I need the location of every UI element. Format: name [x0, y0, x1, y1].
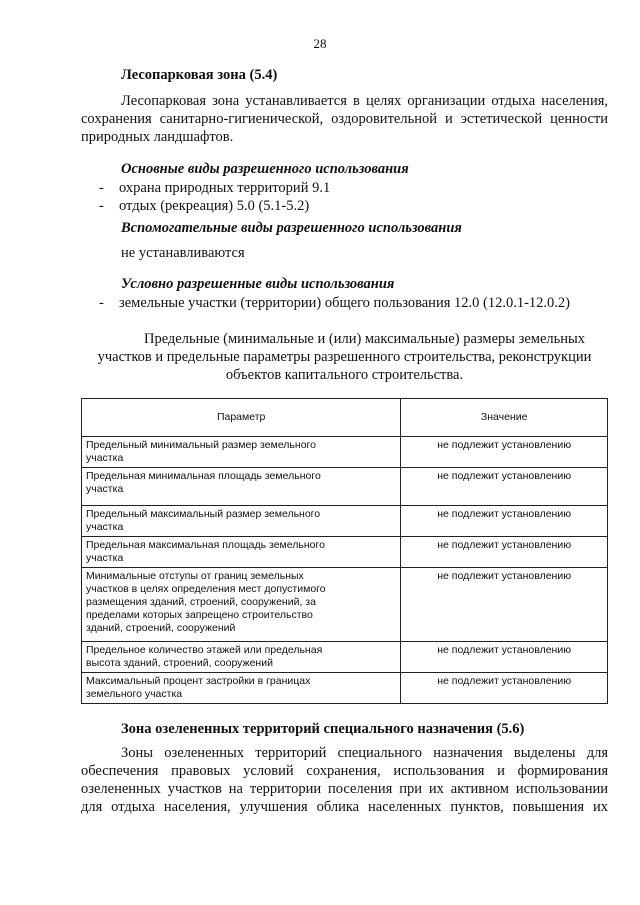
list-item — [99, 179, 579, 197]
header-value: Значение — [401, 399, 608, 437]
value-cell: не подлежит установлению — [401, 642, 608, 673]
description-line: природных ландшафтов. — [81, 129, 234, 145]
value-cell: не подлежит установлению — [401, 506, 608, 537]
table-row — [82, 506, 608, 537]
param-line: высота зданий, строений, сооружений — [86, 657, 273, 669]
param-line: участка — [86, 483, 124, 495]
table-row — [82, 568, 608, 642]
param-line: Максимальный процент застройки в границах — [86, 675, 311, 687]
param-line: размещения зданий, строений, сооружений, за — [86, 596, 316, 608]
description-line: озелененных участков на территории поселения при их активном использовании — [81, 781, 608, 797]
list-dash: - — [99, 180, 104, 196]
param-cell — [82, 437, 401, 468]
param-line: участка — [86, 521, 124, 533]
caption-line: объектов капитального строительства. — [225, 367, 464, 383]
table-caption — [81, 330, 608, 384]
page-number: 28 — [313, 36, 327, 51]
description-line: Лесопарковая зона устанавливается в целях организации отдыха населения, — [121, 93, 608, 109]
description-line: сохранения санитарно-гигиенической, оздоровительной и эстетической ценности — [81, 111, 608, 127]
section-title-forest-park: Лесопарковая зона (5.4) — [121, 67, 278, 83]
list-dash: - — [99, 295, 104, 311]
value-cell: не подлежит установлению — [401, 568, 608, 642]
list-item-text: охрана природных территорий 9.1 — [119, 180, 331, 196]
special-green-zone-description — [81, 744, 608, 816]
param-line: Предельная минимальная площадь земельного — [86, 470, 321, 482]
list-item-text: земельные участки (территории) общего пользования 12.0 (12.0.1-12.0.2) — [119, 295, 570, 311]
param-line: Минимальные отступы от границ земельных — [86, 570, 304, 582]
param-cell — [82, 537, 401, 568]
table-row — [82, 537, 608, 568]
param-line: Предельный минимальный размер земельного — [86, 439, 316, 451]
parameters-table — [81, 398, 608, 704]
param-line: Предельный максимальный размер земельного — [86, 508, 321, 520]
param-line: Предельное количество этажей или предельная — [86, 644, 323, 656]
param-line: участка — [86, 552, 124, 564]
param-line: Предельная максимальная площадь земельного — [86, 539, 325, 551]
param-cell — [82, 673, 401, 704]
conditional-uses-title: Условно разрешенные виды использования — [121, 276, 395, 292]
main-uses-title: Основные виды разрешенного использования — [121, 161, 409, 177]
section-title-special-green-zone: Зона озелененных территорий специального назначения (5.6) — [121, 721, 525, 737]
table-row — [82, 642, 608, 673]
param-cell — [82, 568, 401, 642]
table-row — [82, 437, 608, 468]
description-line: Зоны озелененных территорий специального назначения выделены для — [121, 745, 608, 761]
param-line: участков в целях определения мест допустимого — [86, 583, 326, 595]
list-item-text: отдых (рекреация) 5.0 (5.1-5.2) — [119, 198, 310, 214]
value-cell: не подлежит установлению — [401, 468, 608, 506]
description-line: обеспечения правовых условий сохранения, использования и формирования — [81, 763, 608, 779]
param-cell — [82, 642, 401, 673]
param-line: участка — [86, 452, 124, 464]
param-line: земельного участка — [86, 688, 183, 700]
description-line: для отдыха населения, улучшения облика населенных пунктов, повышения их — [81, 799, 608, 815]
value-cell: не подлежит установлению — [401, 537, 608, 568]
param-line: зданий, строений, сооружений — [86, 622, 236, 634]
list-item — [99, 197, 579, 215]
list-dash: - — [99, 198, 104, 214]
header-parameter: Параметр — [82, 399, 401, 437]
table-header-row — [82, 399, 608, 437]
param-line: пределами которых запрещено строительство — [86, 609, 313, 621]
table-row — [82, 673, 608, 704]
caption-line: участков и предельные параметры разрешенного строительства, реконструкции — [97, 349, 592, 365]
value-cell: не подлежит установлению — [401, 437, 608, 468]
aux-uses-title: Вспомогательные виды разрешенного использования — [121, 220, 462, 236]
value-cell: не подлежит установлению — [401, 673, 608, 704]
caption-line: Предельные (минимальные и (или) максимальные) размеры земельных — [143, 331, 586, 347]
forest-park-description — [81, 92, 608, 146]
table-row — [82, 468, 608, 506]
param-cell — [82, 506, 401, 537]
list-item — [99, 294, 599, 312]
aux-uses-text: не устанавливаются — [121, 245, 245, 261]
param-cell — [82, 468, 401, 506]
